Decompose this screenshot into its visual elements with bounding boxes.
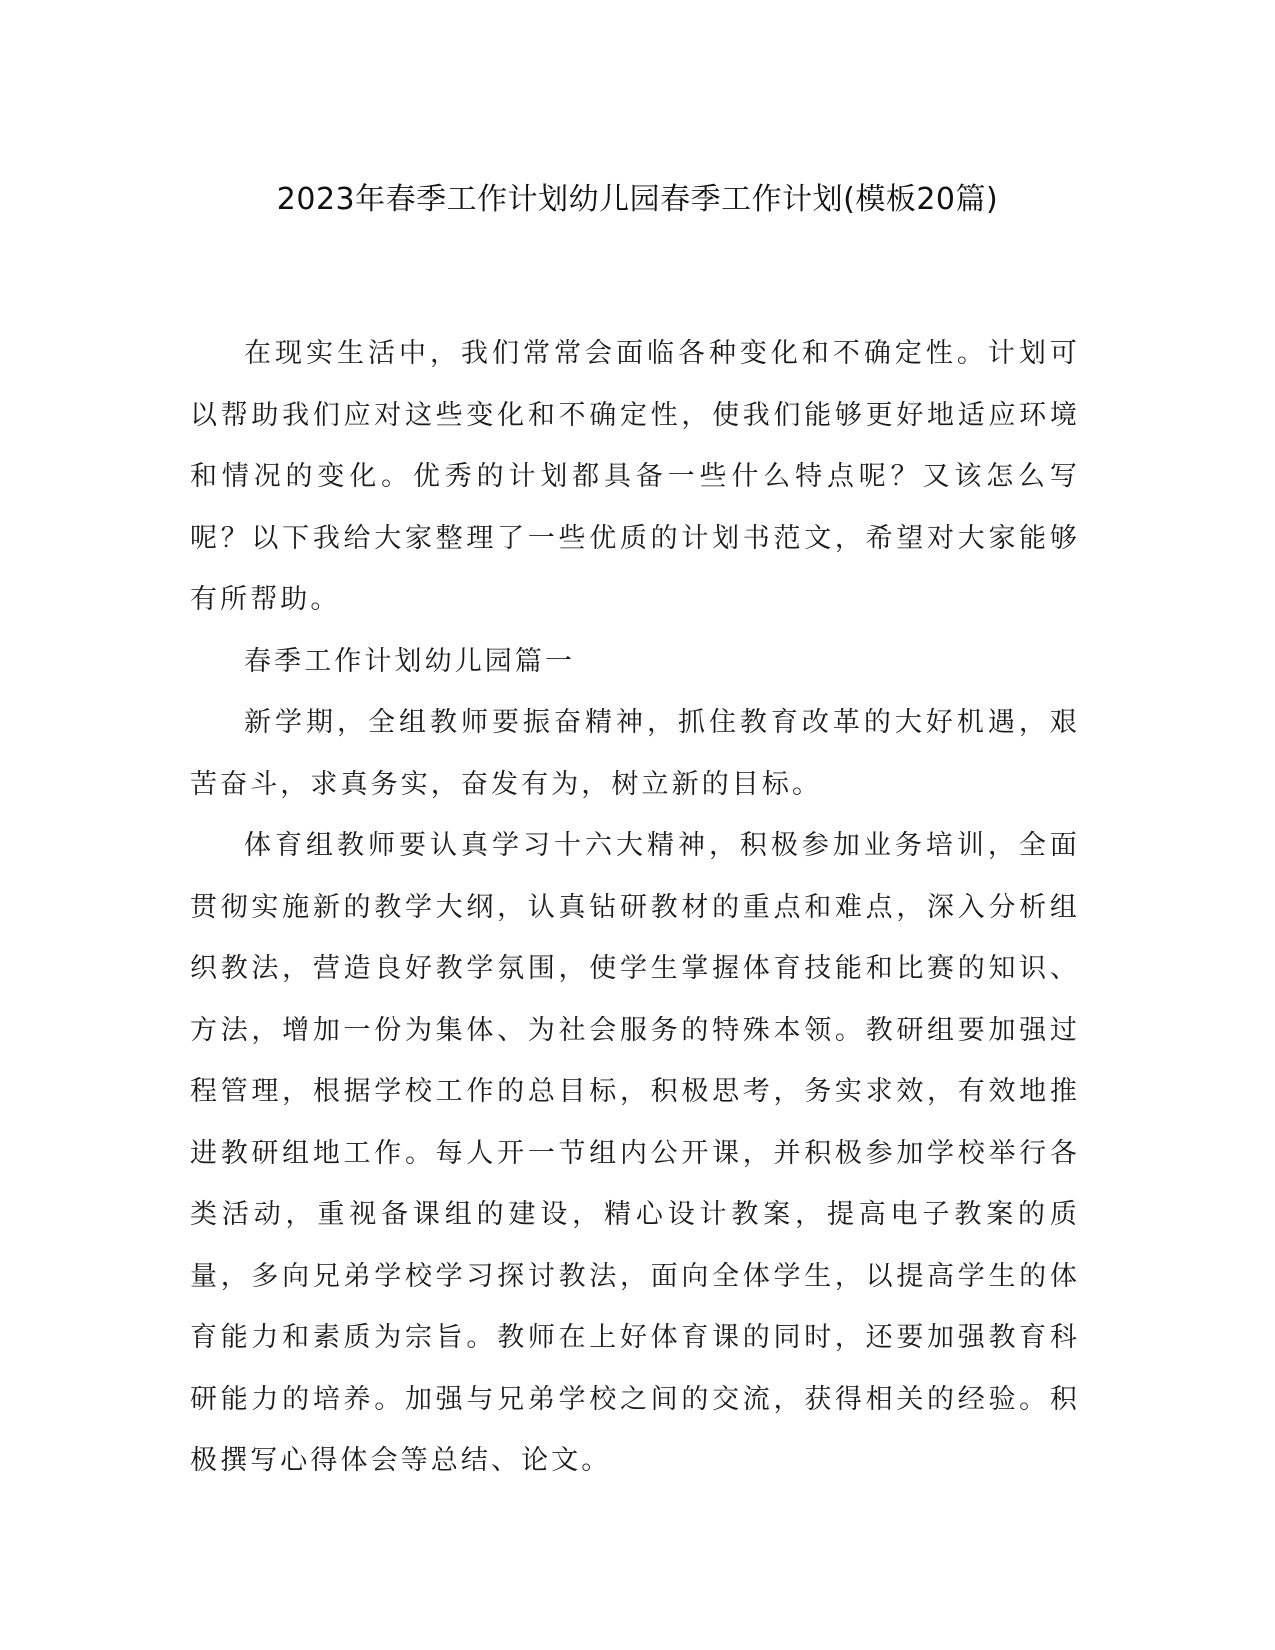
section-heading: 春季工作计划幼儿园篇一 [244,645,576,677]
body-paragraph: 新学期，全组教师要振奋精神，抓住教育改革的大好机遇，艰苦奋斗，求真务实，奋发有为，树立新的目标。 [190,707,1080,800]
body-paragraph: 体育组教师要认真学习十六大精神，积极参加业务培训，全面贯彻实施新的教学大纲，认真钻研教材的重点和难点，深入分析组织教法，营造良好教学氛围，使学生掌握体育技能和比赛的知识、方法，增加一份为集体、为社会服务的特殊本领。教研组要加强过程管理，根据学校工作的总目标，积极思考，务实求效，有效地推进教研组地工作。每人开一节组内公开课，并积极参加学校举行各类活动，重视备课组的建设，精心设计教案，提高电子教案的质量，多向兄弟学校学习探讨教法，面向全体学生，以提高学生的体育能力和素质为宗旨。教师在上好体育课的同时，还要加强教育科研能力的培养。加强与兄弟学校之间的交流，获得相关的经验。积极撰写心得体会等总结、论文。 [190,830,1080,1476]
intro-paragraph: 在现实生活中，我们常常会面临各种变化和不确定性。计划可以帮助我们应对这些变化和不确定性，使我们能够更好地适应环境和情况的变化。优秀的计划都具备一些什么特点呢？又该怎么写呢？以下我给大家整理了一些优质的计划书范文，希望对大家能够有所帮助。 [190,338,1080,615]
document-title: 2023年春季工作计划幼儿园春季工作计划(模板20篇) [276,182,999,217]
document-body [190,323,1080,1492]
